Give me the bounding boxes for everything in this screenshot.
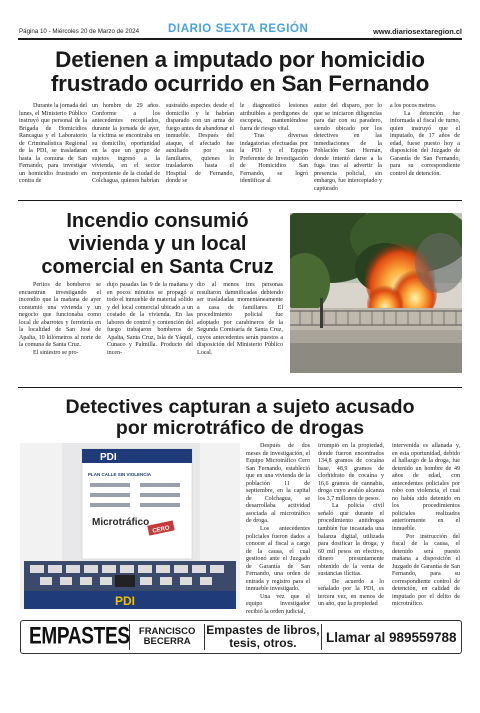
ad-owner-first: FRANCISCO (138, 625, 196, 637)
paragraph: le diagnosticó lesiones atribuibles a perdigones de escopeta, manteniéndose fuera de riesgo vital. (240, 103, 308, 132)
article3-col1 (246, 443, 310, 617)
paragraph: Peritos de bomberos se encuentran investigando el incendio que la mañana de ayer consumió una vivienda y un negocio que funcionaba como local de abarrotes y ferretería en la localidad de San José de Apalta, 10 kilómetros al norte de la comuna de Santa Cruz. (19, 282, 101, 349)
ad-owner-last: BECERRA (143, 636, 191, 647)
paragraph: El siniestro se pro- (33, 349, 79, 356)
paragraph: Una vez que el equipo investigador recibió la orden judicial, (246, 593, 310, 616)
paragraph: irrumpió en la propiedad, donde fueron encontrados 134,8 gramos de cocaína base, 48,9 gramos de clorhidrato de cocaína y 16,6 gramos de cannabis, droga cuyo avalúo alcanza los 3,7 millones de pesos. (318, 443, 384, 502)
fire-photo (290, 213, 462, 373)
page-number-date: Página 10 - Miércoles 20 de Marzo de 2024 (19, 28, 140, 35)
article3-headline-line: Detectives capturan a sujeto acusado (65, 396, 415, 418)
banner-plan-text: PLAN CALLE SIN VIOLENCIA (88, 472, 152, 477)
article2-headline-line: vivienda y un local (68, 233, 247, 255)
article3-col2 (318, 443, 384, 609)
paragraph: sustraído especies desde el domicilio y le habrían disparado con un arma de fuego antes de abandonar el inmueble. Después del ataque, el afectado fue auxiliado por sus familiares, quienes lo trasladaron hasta el Hospital de Fernando, donde se (166, 103, 234, 185)
ad-service-line: tesis, otros. (229, 636, 297, 650)
section-divider (18, 387, 462, 388)
article1-col4 (240, 103, 308, 186)
fire-scene-image (290, 213, 462, 373)
paragraph: dujo pasadas las 9 de la mañana y en pocos minutos se propagó a todo el inmueble de material sólido y del local comercial ubicado a un costado de la vivienda. En las labores de control y contención del fuego trabajaron bomberos de Apalta, Santa Cruz, Isla de Yáquil, Cunaco y Palmilla. Producto del incen- (107, 282, 193, 356)
article1-col3 (166, 103, 234, 186)
paragraph: dio al menos tres personas resultaron damnificadas debiendo ser trasladadas momentáneamente a casa de familiares. El procedimiento policial fue adoptado por carabineros de la Segunda Comisaría de Santa Cruz, cuyos antecedentes serán puestos a disposición del Ministerio Público Local. (197, 282, 283, 356)
paragraph: a los pocos metros. (390, 103, 437, 109)
paragraph: De acuerdo a lo señalado por la PDI, es tercera vez, en menos de un año, que la propiedad (318, 578, 384, 608)
article1-col6 (390, 103, 460, 178)
banner-pdi-bottom-text: PDI (115, 594, 136, 608)
ad-owner-name (130, 627, 204, 648)
article2-col1 (19, 282, 101, 357)
paragraph: La detención fue informada al fiscal de turno, quien instruyó que el imputado, de 17 años de edad, fuese puesto hoy a disposición del Juzgado de Garantía de San Fernando, para su correspondiente control de detención. (390, 110, 460, 177)
drug-seizure-photo (20, 443, 240, 609)
article3-headline (18, 397, 462, 439)
article2-headline (30, 210, 285, 279)
paragraph: Después de dos meses de investigación, el Equipo Microtráfico Cero San Fernando, estableció que en una vivienda de la población 11 de septiembre, en la capital de Colchagua, se desarrollaba actividad asociada al microtráfico de droga. (246, 443, 310, 525)
header-rule (18, 38, 462, 40)
masthead: DIARIO SEXTA REGIÓN (168, 23, 309, 35)
ad-brand: EMPASTES (29, 623, 130, 650)
drug-seizure-image (20, 443, 240, 609)
article3-col3 (392, 443, 460, 609)
paragraph: Tras diversas indagatorias efectuadas por la PDI y el Equipo Preferente de Investigación de Homicidios San Fernando, se logró identificar al (240, 133, 308, 185)
article2-col3 (197, 282, 283, 357)
website: www.diariosextaregion.cl (373, 27, 462, 36)
banner-cero-text: CERO (151, 525, 171, 535)
article1-col2 (92, 103, 160, 186)
paragraph: intervenida es allanada y, en esta oportunidad, debido al hallazgo de la droga, fue detenido un hombre de 49 años de edad, con antecedentes policiales por robo con violencia, el cual no había sido detenido en los procedimientos policiales realizados anteriormente en el inmueble. (392, 443, 460, 533)
paragraph: Por instrucción del fiscal de la causa, el detenido será puesto mañana a disposición el Juzgado de Garantía de San Fernando, para su correspondiente control de detención, en calidad de imputado por el delito de microtráfico. (392, 533, 460, 608)
article2-headline-line: Incendio consumió (66, 210, 249, 232)
paragraph: La policía civil señaló que durante el procedimiento antidrogas también fue incautada una balanza digital, utilizada para dosificar la droga, y 60 mil pesos en efectivo, dinero presuntamente obtenido de la venta de sustancias ilícitas. (318, 503, 384, 578)
article1-headline-line: frustrado ocurrido en San Fernando (50, 71, 430, 96)
section-divider (18, 200, 462, 201)
article1-headline-line: Detienen a imputado por homicidio (55, 47, 425, 72)
article2-col2 (107, 282, 193, 357)
banner-micro-text: Microtráfico (92, 517, 150, 528)
article1-headline (18, 48, 462, 96)
article1-col5 (314, 103, 382, 194)
paragraph: autor del disparo, por lo que se iniciaron diligencias para dar con su paradero, siendo ubicado por los detectives en las inmediaciones de la Población San Hernán, donde intentó darse a la fuga tras al advertir la presencia policial, sin embargo, fue interceptado y capturado (314, 103, 382, 193)
banner-pdi-text: PDI (100, 452, 117, 463)
ad-service-line: Empastes de libros, (206, 623, 320, 637)
classified-ad (20, 620, 462, 654)
paragraph: un hombre de 29 años. Conforme a los antecedentes recopilados, durante la jornada de ayer, la víctima se encontraba en su domicilio, oportunidad en la que un grupo de sujetos ingresó a la vivienda, en el sector norponiente de la ciudad de Colchagua, quienes habrían (92, 103, 160, 185)
article3-headline-line: por microtráfico de drogas (115, 417, 365, 439)
paragraph: Durante la jornada del lunes, el Ministerio Público instruyó que personal de la Brigada de Homicidios Rancagua y el Laboratorio de Criminalística Regional de la PDI, se trasladaran hasta la comuna de San Fernando, para investigar un homicidio frustrado en contra de (19, 103, 87, 185)
paragraph: Los antecedentes policiales fueron dados a conocer al fiscal a cargo de la causa, el cual gestionó ante el Juzgado de Garantía de San Fernando, una orden de entrada y registro para el inmueble investigado. (246, 526, 310, 593)
ad-services (205, 624, 320, 650)
article2-headline-line: comercial en Santa Cruz (41, 256, 274, 278)
ad-phone: Llamar al 989559788 (325, 629, 457, 645)
article1-col1 (19, 103, 87, 186)
